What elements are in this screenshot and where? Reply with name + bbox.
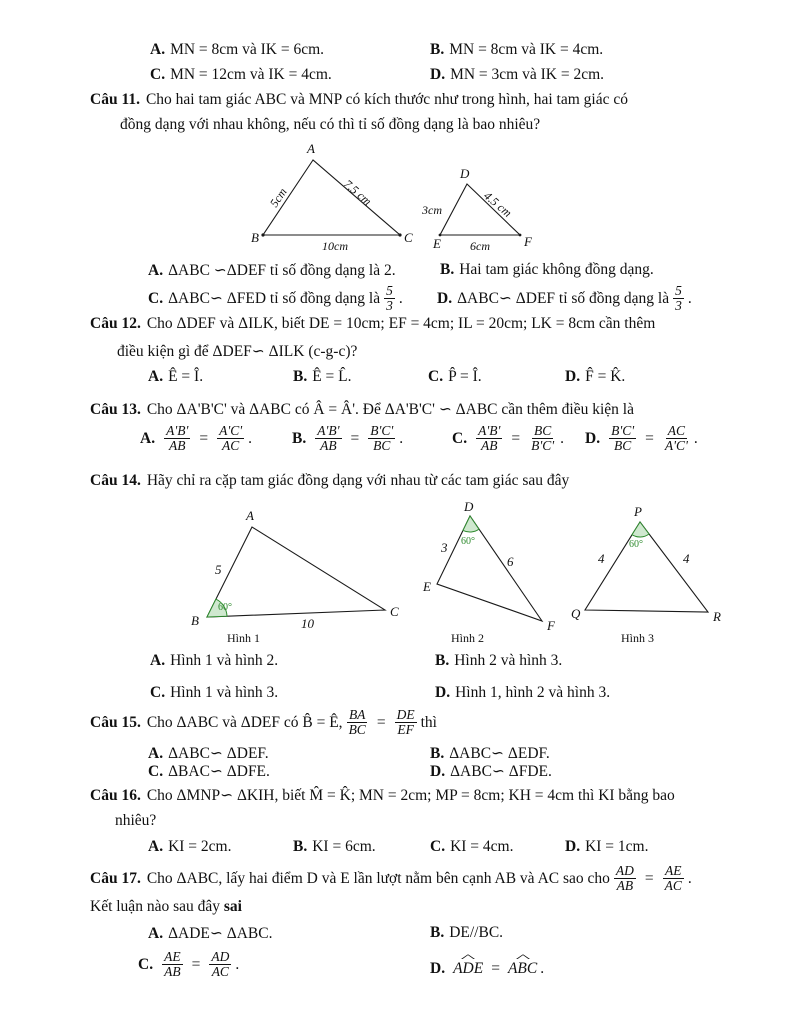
side-label-4-left: 4 bbox=[598, 551, 605, 566]
option-text: P̂ = Î. bbox=[448, 368, 482, 385]
q11-option-b bbox=[440, 261, 654, 279]
option-text: F̂ = K̂. bbox=[585, 368, 626, 385]
q15-option-a bbox=[148, 744, 269, 763]
option-letter: A. bbox=[148, 745, 164, 762]
question-13-stem bbox=[90, 400, 634, 419]
vertex-label-A: A bbox=[307, 141, 315, 156]
option-text: Ê = Î. bbox=[168, 368, 204, 385]
question-12-text: Cho ΔDEF và ΔILK, biết DE = 10cm; EF = 4cm; IL = 20cm; LK = 8cm cần thêm bbox=[146, 315, 656, 332]
option-letter: A. bbox=[150, 652, 166, 669]
question-12-number: Câu 12. bbox=[90, 315, 141, 332]
option-letter: C. bbox=[138, 955, 154, 973]
vertex-label-B: B bbox=[191, 613, 199, 628]
q16-option-d bbox=[565, 838, 649, 856]
q15-option-b bbox=[430, 744, 550, 763]
q17-option-a bbox=[148, 924, 272, 943]
option-text: Hình 1, hình 2 và hình 3. bbox=[455, 684, 611, 701]
q13-option-a: A. $\frac{A'B'}{AB}$ = $\frac{A'C'}{AC}$ . bbox=[140, 423, 253, 454]
vertex-label-E: E bbox=[423, 579, 431, 594]
question-14-text: Hãy chỉ ra cặp tam giác đồng dạng với nhau từ các tam giác sau đây bbox=[146, 472, 570, 489]
option-text: MN = 8cm và IK = 4cm. bbox=[449, 41, 604, 58]
option-letter: B. bbox=[293, 368, 308, 385]
q13-option-b: B. $\frac{A'B'}{AB}$ = $\frac{B'C'}{BC}$ . bbox=[292, 423, 404, 454]
q14-option-c bbox=[150, 684, 278, 702]
fraction: $\frac{A'B'}{AB}$ bbox=[166, 423, 189, 454]
equals-sign: = bbox=[644, 869, 654, 887]
question-17-line2-sai: sai bbox=[223, 898, 242, 915]
figure-caption-hinh2: Hình 2 bbox=[451, 631, 484, 645]
question-17-stem bbox=[90, 864, 692, 893]
option-letter: C. bbox=[148, 763, 164, 780]
option-letter: C. bbox=[428, 368, 444, 385]
fraction: $\frac{BC}{B'C'}$ bbox=[531, 423, 555, 454]
option-text: Hình 2 và hình 3. bbox=[454, 652, 563, 669]
option-letter: D. bbox=[565, 368, 581, 385]
vertex-label-B: B bbox=[251, 230, 259, 245]
vertex-dot bbox=[261, 233, 264, 236]
option-letter: D. bbox=[565, 838, 581, 855]
vertex-label-F: F bbox=[524, 234, 532, 249]
fraction: $\frac{A'C'}{AC}$ bbox=[219, 423, 243, 454]
question-17-line2-text: Kết luận nào sau đây bbox=[90, 898, 220, 915]
fraction: $\frac{B'C'}{BC}$ bbox=[611, 423, 635, 454]
angle-arc-hinh2 bbox=[463, 516, 479, 532]
equals-sign: = bbox=[511, 429, 521, 447]
option-text: MN = 12cm và IK = 4cm. bbox=[170, 66, 332, 83]
vertex-label-A: A bbox=[246, 508, 254, 523]
equals-sign: = bbox=[376, 713, 386, 731]
figure-caption-hinh3: Hình 3 bbox=[621, 631, 654, 645]
prev-option-d bbox=[430, 66, 604, 84]
question-14-stem bbox=[90, 472, 569, 490]
triangle-hinh1 bbox=[207, 527, 385, 617]
equals-sign: = bbox=[645, 429, 654, 447]
option-letter: A. bbox=[148, 838, 164, 855]
angle-abc: ABC ^ bbox=[508, 960, 537, 978]
vertex-label-C: C bbox=[404, 230, 413, 245]
vertex-label-R: R bbox=[713, 609, 721, 624]
prev-option-c bbox=[150, 66, 332, 84]
q16-option-a bbox=[148, 838, 232, 856]
option-text: MN = 8cm và IK = 6cm. bbox=[170, 41, 325, 58]
q11-option-c: C. ΔABC∽ ΔFED tỉ số đồng dạng là $\frac{5}{3}$ . bbox=[148, 283, 403, 314]
option-letter: B. bbox=[440, 261, 455, 278]
q12-option-d bbox=[565, 368, 625, 386]
side-label-6: 6 bbox=[507, 554, 514, 569]
equals-sign: = bbox=[199, 429, 209, 447]
angle-ade: ADE ^ bbox=[453, 960, 483, 978]
q17-option-c: C. $\frac{AE}{AB}$ = $\frac{AD}{AC}$ . bbox=[138, 949, 240, 980]
side-label-ef: 6cm bbox=[470, 239, 490, 253]
option-letter: C. bbox=[430, 838, 446, 855]
option-letter: D. bbox=[585, 429, 601, 447]
question-14-number: Câu 14. bbox=[90, 472, 141, 489]
q16-option-c bbox=[430, 838, 514, 856]
question-15-stem bbox=[90, 708, 437, 737]
question-11-number: Câu 11. bbox=[90, 91, 140, 108]
question-13-text: Cho ΔA'B'C' và ΔABC có Â = Â'. Để ΔA'B'C' ∽ ΔABC cần thêm điều kiện là bbox=[146, 401, 634, 418]
question-15-text: Cho ΔABC và ΔDEF có B̂ = Ê, bbox=[146, 713, 343, 731]
vertex-label-P: P bbox=[634, 504, 642, 519]
triangle-hinh2 bbox=[437, 516, 542, 621]
side-label-3: 3 bbox=[441, 540, 448, 555]
option-text: ΔABC∽ ΔDEF tỉ số đồng dạng là bbox=[457, 290, 670, 308]
q11-figure-triangles bbox=[250, 138, 550, 256]
option-letter: B. bbox=[430, 745, 445, 762]
fraction: $\frac{5}{3}$ bbox=[675, 283, 682, 314]
side-label-df: 4.5 cm bbox=[481, 188, 515, 220]
question-13-number: Câu 13. bbox=[90, 401, 141, 418]
question-16-text-line2: nhiêu? bbox=[115, 812, 157, 829]
option-text: ΔABC∽ ΔFDE. bbox=[450, 763, 552, 780]
q14-option-a bbox=[150, 652, 278, 670]
question-11-stem bbox=[90, 91, 628, 109]
equals-sign: = bbox=[491, 960, 500, 977]
option-letter: D. bbox=[430, 763, 446, 780]
side-label-10: 10 bbox=[301, 616, 314, 631]
q11-option-a bbox=[148, 261, 396, 280]
option-letter: A. bbox=[148, 262, 164, 279]
q12-option-a bbox=[148, 368, 203, 386]
vertex-label-D: D bbox=[464, 500, 474, 514]
vertex-label-Q: Q bbox=[571, 606, 581, 621]
question-12-text-line2: điều kiện gì để ΔDEF∽ ΔILK (c-g-c)? bbox=[117, 343, 358, 360]
q17-option-d: D. ADE ^ = ABC ^ . bbox=[430, 960, 544, 978]
question-16-text: Cho ΔMNP∽ ΔKIH, biết M̂ = K̂; MN = 2cm; MP = 8cm; KH = 4cm thì KI bằng bao bbox=[146, 787, 675, 804]
option-letter: D. bbox=[430, 66, 446, 83]
question-15-text-tail: thì bbox=[420, 713, 437, 731]
fraction: $\frac{5}{3}$ bbox=[386, 283, 393, 314]
question-12-stem bbox=[90, 315, 655, 333]
angle-arc-hinh3 bbox=[632, 522, 649, 537]
option-letter: B. bbox=[293, 838, 308, 855]
vertex-dot bbox=[398, 233, 401, 236]
q12-option-b bbox=[293, 368, 352, 386]
option-text: KI = 6cm. bbox=[312, 838, 376, 855]
fraction: $\frac{AC}{A'C'}$ bbox=[664, 423, 688, 454]
fraction: $\frac{A'B'}{AB}$ bbox=[478, 423, 501, 454]
q12-option-c bbox=[428, 368, 482, 386]
option-text: ΔABC∽ ΔEDF. bbox=[449, 745, 550, 762]
option-letter: D. bbox=[430, 960, 446, 977]
option-text: KI = 4cm. bbox=[450, 838, 514, 855]
option-letter: A. bbox=[148, 368, 164, 385]
side-label-ab: 5cm bbox=[266, 185, 290, 210]
equals-sign: = bbox=[350, 429, 360, 447]
q13-option-d: D. $\frac{B'C'}{BC}$ = $\frac{AC}{A'C'}$ . bbox=[585, 423, 698, 454]
fraction: $\frac{BA}{BC}$ bbox=[348, 707, 366, 738]
q11-option-d: D. ΔABC∽ ΔDEF tỉ số đồng dạng là $\frac{5}{3}$ . bbox=[437, 283, 692, 314]
question-17-text-line2 bbox=[90, 898, 242, 916]
q15-option-c bbox=[148, 762, 270, 781]
option-letter: B. bbox=[430, 924, 445, 941]
side-label-5: 5 bbox=[215, 562, 222, 577]
fraction: $\frac{AE}{AC}$ bbox=[664, 863, 682, 894]
option-letter: D. bbox=[437, 289, 453, 307]
figure-caption-hinh1: Hình 1 bbox=[227, 631, 260, 645]
option-text: KI = 2cm. bbox=[168, 838, 232, 855]
angle-label-60-hinh2: 60° bbox=[461, 536, 475, 547]
option-letter: A. bbox=[148, 925, 164, 942]
option-letter: B. bbox=[292, 429, 307, 447]
prev-option-b bbox=[430, 41, 603, 59]
option-letter: C. bbox=[150, 66, 166, 83]
prev-option-a bbox=[150, 41, 324, 59]
side-label-4-right: 4 bbox=[683, 551, 690, 566]
angle-label-60-hinh1: 60° bbox=[218, 602, 232, 613]
option-text: MN = 3cm và IK = 2cm. bbox=[450, 66, 605, 83]
vertex-label-D: D bbox=[460, 166, 470, 181]
option-letter: C. bbox=[150, 684, 166, 701]
question-17-text: Cho ΔABC, lấy hai điểm D và E lần lượt nằm bên cạnh AB và AC sao cho bbox=[146, 869, 610, 887]
question-11-text-line2: đồng dạng với nhau không, nếu có thì tỉ số đồng dạng là bao nhiêu? bbox=[120, 116, 541, 133]
question-16-stem bbox=[90, 786, 675, 805]
side-label-ac: 7.5 cm bbox=[341, 176, 375, 209]
question-17-text-tail: . bbox=[687, 869, 692, 887]
q14-figure-triangles bbox=[185, 500, 745, 650]
fraction: $\frac{AD}{AC}$ bbox=[211, 949, 230, 980]
option-text: ΔADE∽ ΔABC. bbox=[168, 925, 273, 942]
fraction: $\frac{A'B'}{AB}$ bbox=[317, 423, 340, 454]
option-letter: B. bbox=[435, 652, 450, 669]
fraction: $\frac{B'C'}{BC}$ bbox=[370, 423, 394, 454]
option-text: Ê = L̂. bbox=[312, 368, 352, 385]
option-text: ΔBAC∽ ΔDFE. bbox=[168, 763, 270, 780]
q14-option-d bbox=[435, 684, 610, 702]
option-text: KI = 1cm. bbox=[585, 838, 649, 855]
question-11-text: Cho hai tam giác ABC và MNP có kích thước như trong hình, hai tam giác có bbox=[145, 91, 628, 108]
option-text: DE//BC. bbox=[449, 924, 504, 941]
q15-option-d bbox=[430, 762, 552, 781]
option-letter: A. bbox=[150, 41, 166, 58]
side-label-de: 3cm bbox=[422, 203, 442, 217]
vertex-dot bbox=[519, 234, 522, 237]
fraction: $\frac{DE}{EF}$ bbox=[396, 707, 415, 738]
option-text: Hai tam giác không đồng dạng. bbox=[459, 261, 654, 278]
option-letter: B. bbox=[430, 41, 445, 58]
question-17-number: Câu 17. bbox=[90, 869, 141, 887]
option-letter: D. bbox=[435, 684, 451, 701]
fraction: $\frac{AE}{AB}$ bbox=[164, 949, 181, 980]
side-label-bc: 10cm bbox=[322, 239, 348, 253]
question-15-number: Câu 15. bbox=[90, 713, 141, 731]
option-text: Hình 1 và hình 2. bbox=[170, 652, 279, 669]
q14-option-b bbox=[435, 652, 562, 670]
option-text: ΔABC∽ ΔDEF. bbox=[168, 745, 269, 762]
option-text: ΔABC ∽ΔDEF tỉ số đồng dạng là 2. bbox=[168, 262, 396, 279]
fraction: $\frac{AD}{AB}$ bbox=[615, 863, 634, 894]
q13-option-c: C. $\frac{A'B'}{AB}$ = $\frac{BC}{B'C'}$ . bbox=[452, 423, 565, 454]
option-letter: C. bbox=[452, 429, 468, 447]
vertex-label-F: F bbox=[547, 618, 555, 633]
q17-option-b bbox=[430, 924, 503, 942]
option-text: ΔABC∽ ΔFED tỉ số đồng dạng là bbox=[168, 290, 381, 308]
question-16-number: Câu 16. bbox=[90, 787, 141, 804]
option-letter: A. bbox=[140, 429, 156, 447]
angle-label-60-hinh3: 60° bbox=[629, 539, 643, 550]
vertex-label-C: C bbox=[390, 604, 399, 619]
equals-sign: = bbox=[191, 955, 201, 973]
option-text: Hình 1 và hình 3. bbox=[170, 684, 279, 701]
vertex-label-E: E bbox=[433, 236, 441, 251]
q16-option-b bbox=[293, 838, 376, 856]
option-letter: C. bbox=[148, 289, 164, 307]
